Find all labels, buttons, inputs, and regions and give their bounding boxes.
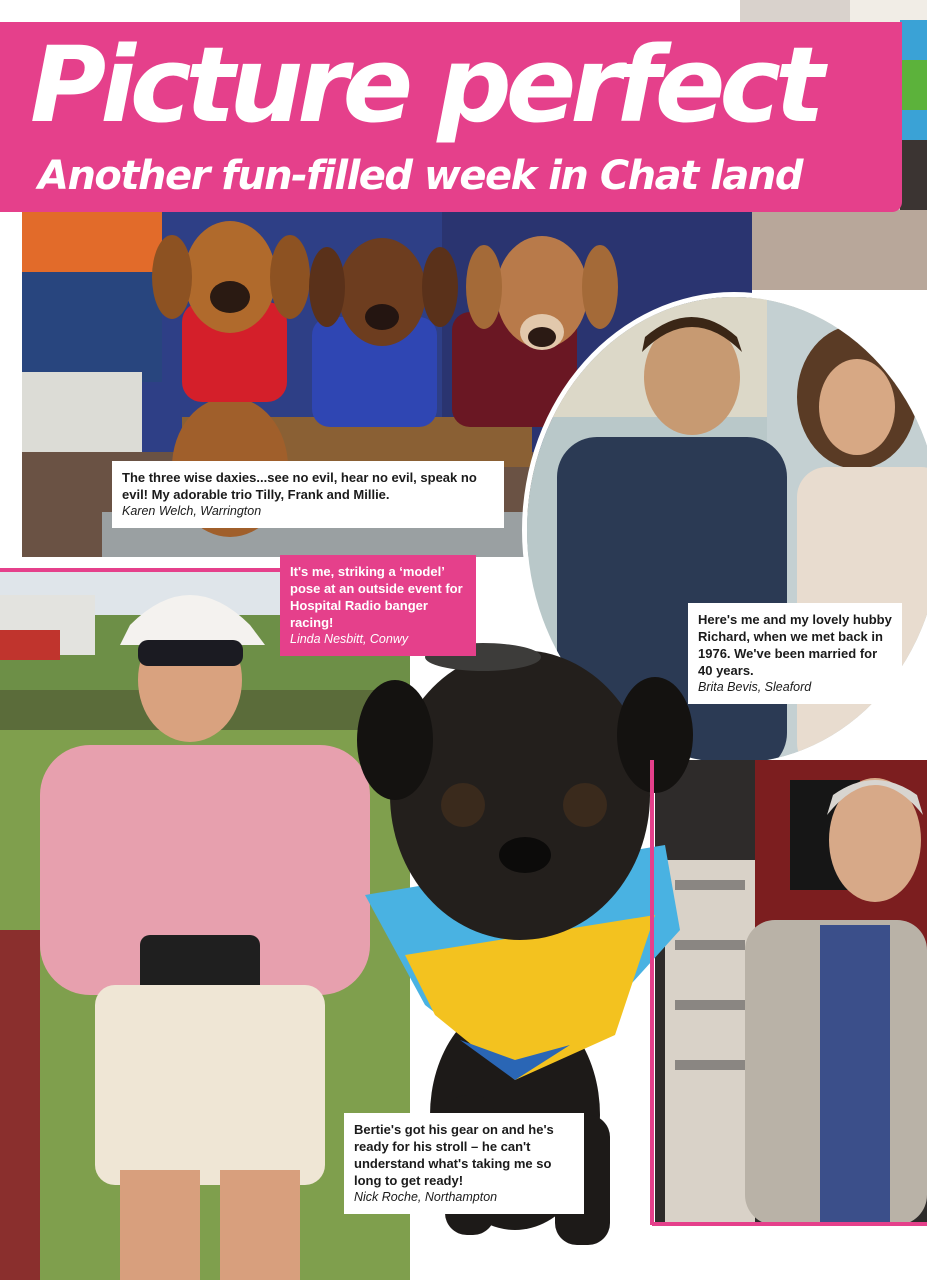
accent-line <box>652 1222 927 1226</box>
page-subtitle: Another fun-filled week in Chat land <box>38 153 803 199</box>
caption-text: Here's me and my lovely hubby Richard, when we met back in 1976. We've been married for 40 years. <box>698 612 892 678</box>
caption-text: It's me, striking a ‘model’ pose at an outside event for Hospital Radio banger racing! <box>290 564 463 630</box>
caption-credit: Nick Roche, Northampton <box>354 1190 498 1204</box>
caption-text: The three wise daxies...see no evil, hear no evil, speak no evil! My adorable trio Tilly, Frank and Millie. <box>122 470 477 502</box>
old-man-photo <box>655 760 927 1225</box>
accent-line <box>650 760 654 1225</box>
caption-dachshunds <box>112 461 504 528</box>
header-banner <box>0 22 902 212</box>
accent-line <box>0 568 285 572</box>
caption-credit: Linda Nesbitt, Conwy <box>290 632 409 646</box>
caption-text: Bertie's got his gear on and he's ready for his stroll – he can't understand what's taking me so long to get ready! <box>354 1122 554 1188</box>
caption-lady <box>280 555 476 656</box>
caption-credit: Brita Bevis, Sleaford <box>698 680 812 694</box>
caption-credit: Karen Welch, Warrington <box>122 504 262 518</box>
caption-couple <box>688 603 902 704</box>
caption-pug <box>344 1113 584 1214</box>
page-title: Picture perfect <box>30 24 819 146</box>
